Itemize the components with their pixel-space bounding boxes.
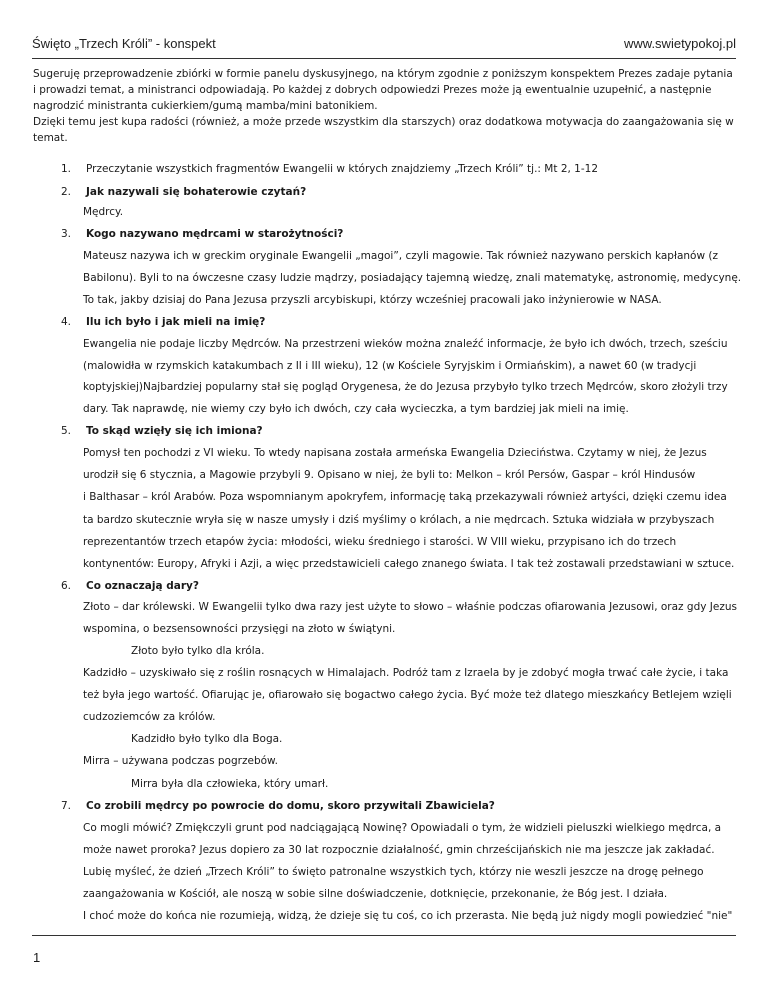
answer-text: cudzoziemców za królów. [83, 711, 216, 724]
item-number: 1. [61, 163, 72, 175]
item-question: Przeczytanie wszystkich fragmentów Ewangelii w których znajdziemy „Trzech Króli” tj.: Mt 2, 1-12 [86, 163, 599, 175]
answer-text: ta bardzo skutecznie wryła się w nasze umysły i dziś myślimy o królach, a nie mędrcach. Sztuka widziała w przybyszach [83, 513, 715, 526]
answer-text: zaangażowania w Kościół, ale noszą w sobie silne doświadczenie, dotknięcie, przekonanie, że Bóg jest. I działa. [83, 887, 668, 900]
item-question: To skąd wzięły się ich imiona? [86, 425, 263, 438]
footer-rule [32, 935, 736, 936]
answer-text: reprezentantów trzech etapów życia: młodości, wieku średniego i starości. W VIII wieku, przypisano ich do trzech [83, 535, 677, 548]
document-title: Święto „Trzech Króli” - konspekt [32, 36, 216, 51]
answer-text: Mirra – używana podczas pogrzebów. [83, 755, 278, 768]
website-url: www.swietypokoj.pl [624, 36, 736, 51]
item-number: 3. [61, 228, 72, 241]
answer-text: Kadzidło – uzyskiwało się z roślin rosnących w Himalajach. Podróż tam z Izraela by je zdobyć mogła trwać całe życie, i taka [83, 667, 729, 680]
answer-text: (malowidła w rzymskich katakumbach z II i III wieku), 12 (w Kościele Syryjskim i Ormiańskim), a nawet 60 (w tradycji [83, 359, 697, 372]
answer-text: dary. Tak naprawdę, nie wiemy czy było ich dwóch, czy cała wycieczka, a tym bardziej jak mieli na imię. [83, 403, 629, 416]
answer-text: Ewangelia nie podaje liczby Mędrców. Na przestrzeni wieków można znaleźć informacje, że było ich dwóch, trzech, sześciu [83, 337, 728, 350]
answer-text: Złoto – dar królewski. W Ewangelii tylko dwa razy jest użyte to słowo – właśnie podczas ofiarowania Jezusowi, oraz gdy Jezus [83, 600, 737, 613]
item-number: 7. [61, 799, 72, 812]
page-header [32, 32, 736, 59]
indented-text: Kadzidło było tylko dla Boga. [131, 733, 283, 746]
item-number: 6. [61, 579, 72, 592]
indented-text: Złoto było tylko dla króla. [131, 645, 265, 658]
item-number: 2. [61, 185, 72, 198]
answer-text: wspomina, o bezsensowności przysięgi na złoto w świątyni. [83, 623, 396, 636]
intro-paragraph: Sugeruję przeprowadzenie zbiórki w formie panelu dyskusyjnego, na którym zgodnie z poniższym konspektem Prezes zadaje pytania i prowadzi temat, a ministranci odpowiadają. Po każdej z dobrych odpowiedzi Prezes może ją ewentualnie uzupełnić, a następnie nagrodzić ministranta cukierkiem/gumą mamba/mini batonikiem. [33, 68, 733, 112]
item-number: 5. [61, 425, 72, 438]
page-number: 1 [33, 950, 41, 965]
answer-text: może nawet proroka? Jezus dopiero za 30 lat rozpocznie działalność, gmin chrześcijańskich nie ma jeszcze jak zakładać. [83, 843, 715, 856]
item-question: Kogo nazywano mędrcami w starożytności? [86, 228, 344, 241]
answer-text: urodził się 6 stycznia, a Magowie przybyli 9. Opisano w niej, że byli to: Melkon – król Persów, Gaspar – król Hindusów [83, 469, 696, 482]
answer-text: Pomysł ten pochodzi z VI wieku. To wtedy napisana została armeńska Ewangelia Dzieciństwa. Czytamy w niej, że Jezus [83, 447, 707, 460]
intro-paragraph: Dzięki temu jest kupa radości (również, a może przede wszystkim dla starszych) oraz dodatkowa motywacja do zaangażowania się w temat. [33, 116, 734, 144]
item-question: Ilu ich było i jak mieli na imię? [86, 315, 266, 328]
indented-text: Mirra była dla człowieka, który umarł. [131, 777, 329, 790]
answer-text: Mateusz nazywa ich w greckim oryginale Ewangelii „magoi”, czyli magowie. Tak również nazywano perskich kapłanów (z [83, 250, 718, 263]
answer-text: Babilonu). Byli to na ówczesne czasy ludzie mądrzy, posiadający tajemną wiedzę, znali matematykę, astronomię, medycynę. [83, 272, 742, 285]
item-question: Co zrobili mędrcy po powrocie do domu, skoro przywitali Zbawiciela? [86, 799, 495, 812]
answer-text: To tak, jakby dzisiaj do Pana Jezusa przyszli arcybiskupi, którzy wcześniej pracowali jako inżynierowie w NASA. [83, 293, 662, 306]
answer-text: Co mogli mówić? Zmiękczyli grunt pod nadciągającą Nowinę? Opowiadali o tym, że widzieli pieluszki wielkiego mędrca, a [83, 821, 722, 834]
answer-text: I choć może do końca nie rozumieją, widzą, że dzieje się tu coś, co ich przerasta. Nie będą już nigdy mogli powiedzieć "nie" [83, 910, 733, 922]
intro-text [33, 66, 734, 146]
answer-text: Mędrcy. [83, 206, 124, 219]
answer-text: Lubię myśleć, że dzień „Trzech Króli” to święto patronalne wszystkich tych, którzy nie weszli jeszcze na drogę pełnego [83, 865, 704, 878]
item-question: Jak nazywali się bohaterowie czytań? [86, 185, 307, 198]
answer-text: też była jego wartość. Ofiarując je, ofiarowało się bogactwo całego życia. Być może też dlatego mieszkańcy Betlejem wzięli [83, 689, 732, 702]
answer-text: koptyjskiej)Najbardziej popularny stał się pogląd Orygenesa, że do Jezusa przybyło tylko trzech Mędrców, skoro złożyli trzy [83, 381, 728, 394]
item-question: Co oznaczają dary? [86, 579, 199, 592]
item-number: 4. [61, 315, 72, 328]
answer-text: i Balthasar – król Arabów. Poza wspomnianym apokryfem, informację taką przekazywali również artyści, dzięki czemu idea [83, 491, 727, 504]
answer-text: kontynentów: Europy, Afryki i Azji, a więc przedstawicieli całego znanego świata. I tak też zostawali przedstawiani w sztuce. [83, 557, 735, 570]
